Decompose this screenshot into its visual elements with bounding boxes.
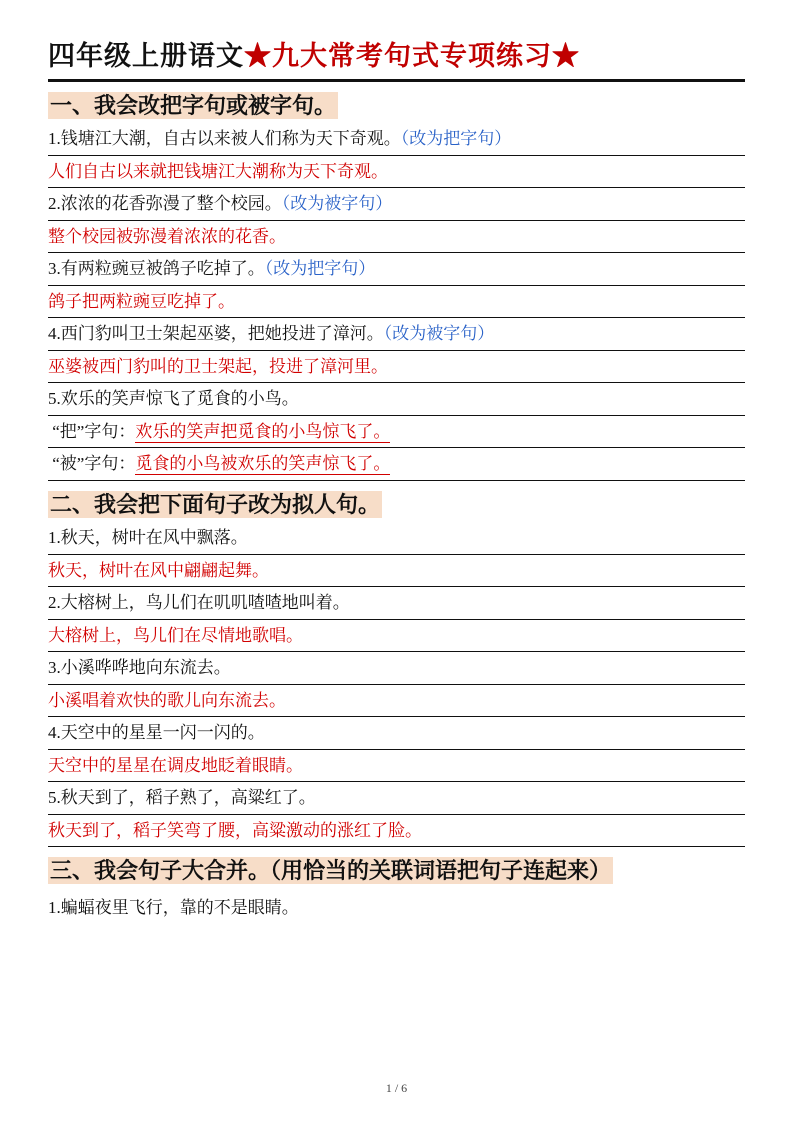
question-hint: （改为把字句） — [400, 129, 512, 149]
answer-line — [48, 156, 745, 189]
title-star-left: ★ — [244, 41, 272, 71]
answer-text: 天空中的星星在调皮地眨着眼睛。 — [48, 755, 303, 775]
title-main: 九大常考句式专项练习 — [272, 41, 552, 71]
question-text: 4.天空中的星星一闪一闪的。 — [48, 723, 265, 743]
ba-label: “把”字句： — [52, 421, 136, 441]
question-text: 2.浓浓的花香弥漫了整个校园。 — [48, 194, 282, 214]
answer-line — [48, 620, 745, 653]
page-number: 1 / 6 — [385, 1081, 408, 1095]
section-heading-1-text: 一、我会改把字句或被字句。 — [50, 93, 337, 118]
question-hint: （改为把字句） — [264, 259, 376, 279]
page-title — [48, 34, 745, 82]
answer-text: 整个校园被弥漫着浓浓的花香。 — [48, 226, 286, 246]
section-3-first-question — [48, 889, 745, 921]
section-heading-1 — [48, 91, 745, 121]
answer-line — [48, 555, 745, 588]
answer-text: 秋天，树叶在风中翩翩起舞。 — [48, 560, 269, 580]
answer-text: 鸽子把两粒豌豆吃掉了。 — [48, 291, 235, 311]
question-text: 3.小溪哗哗地向东流去。 — [48, 658, 231, 678]
question-text: 5.秋天到了，稻子熟了，高粱红了。 — [48, 788, 316, 808]
answer-line — [48, 221, 745, 254]
question-line — [48, 717, 745, 750]
answer-text: 小溪唱着欢快的歌儿向东流去。 — [48, 690, 286, 710]
bei-label: “被”字句： — [52, 454, 136, 474]
question-line — [48, 123, 745, 156]
answer-text: 巫婆被西门豹叫的卫士架起，投进了漳河里。 — [48, 356, 388, 376]
answer-text: 人们自古以来就把钱塘江大潮称为天下奇观。 — [48, 161, 388, 181]
section-heading-3 — [48, 856, 745, 886]
bei-answer: 觅食的小鸟被欢乐的笑声惊飞了。 — [135, 454, 391, 474]
answer-text: 秋天到了，稻子笑弯了腰，高粱激动的涨红了脸。 — [48, 820, 422, 840]
answer-line — [48, 685, 745, 718]
title-star-right: ★ — [552, 41, 580, 71]
question-line — [48, 782, 745, 815]
question-text: 1.秋天，树叶在风中飘落。 — [48, 528, 248, 548]
title-prefix: 四年级上册语文 — [48, 41, 244, 71]
answer-line — [48, 351, 745, 384]
question-text: 4.西门豹叫卫士架起巫婆，把她投进了漳河。 — [48, 324, 384, 344]
question-line — [48, 188, 745, 221]
question-text: 1.蝙蝠夜里飞行，靠的不是眼睛。 — [48, 897, 299, 917]
question-hint: （改为被字句） — [281, 194, 393, 214]
answer-line-ba — [48, 416, 745, 449]
ba-answer: 欢乐的笑声把觅食的小鸟惊飞了。 — [135, 421, 391, 441]
question-line — [48, 522, 745, 555]
question-text: 5.欢乐的笑声惊飞了觅食的小鸟。 — [48, 389, 299, 409]
answer-line-bei — [48, 448, 745, 481]
question-line — [48, 383, 745, 416]
section-heading-2-text: 二、我会把下面句子改为拟人句。 — [50, 491, 381, 517]
section-heading-3-text: 三、我会句子大合并。（用恰当的关联词语把句子连起来） — [50, 858, 612, 884]
question-text: 3.有两粒豌豆被鸽子吃掉了。 — [48, 259, 265, 279]
question-hint: （改为被字句） — [383, 324, 495, 344]
answer-line — [48, 286, 745, 319]
answer-line — [48, 815, 745, 848]
section-heading-2 — [48, 490, 745, 520]
question-line — [48, 253, 745, 286]
answer-text: 大榕树上，鸟儿们在尽情地歌唱。 — [48, 625, 303, 645]
question-line — [48, 652, 745, 685]
section-1-items — [48, 123, 745, 481]
question-text: 1.钱塘江大潮，自古以来被人们称为天下奇观。 — [48, 129, 401, 149]
question-line — [48, 318, 745, 351]
question-text: 2.大榕树上，鸟儿们在叽叽喳喳地叫着。 — [48, 593, 350, 613]
question-line — [48, 587, 745, 620]
section-2-items — [48, 522, 745, 847]
answer-line — [48, 750, 745, 783]
